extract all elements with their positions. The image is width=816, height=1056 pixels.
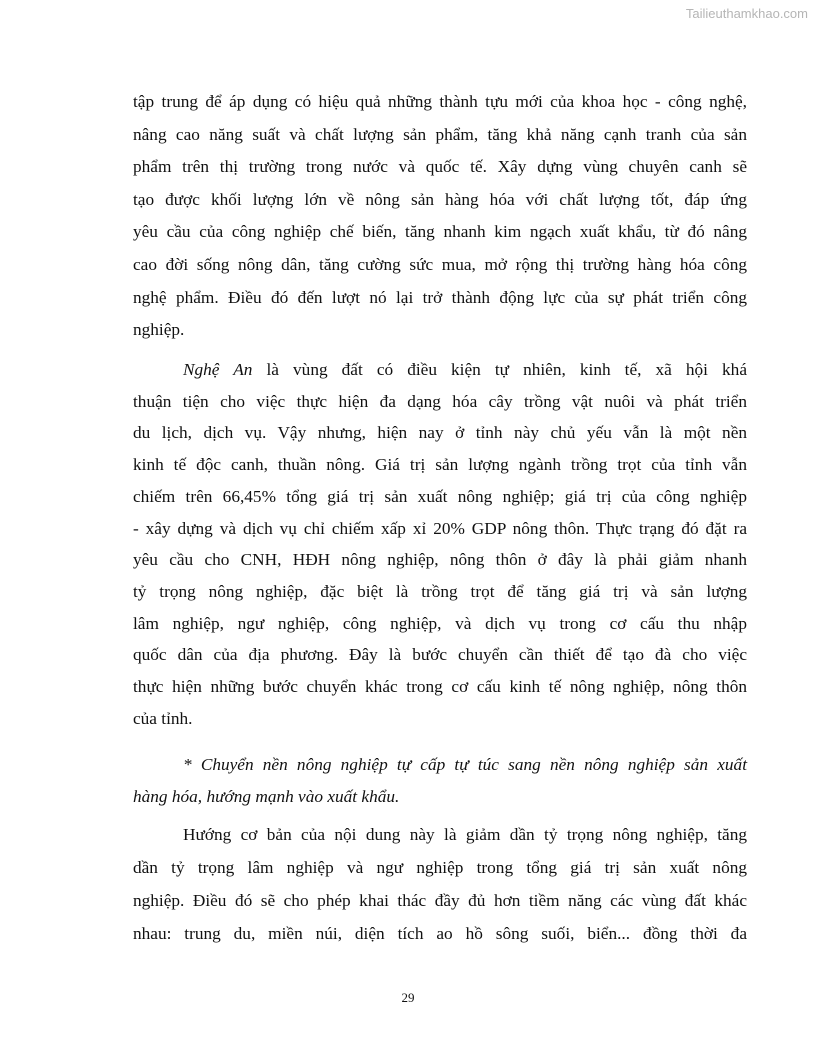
text-line: yêu cầu của công nghiệp chế biến, tăng nhanh kim ngạch xuất khẩu, từ đó nâng xyxy=(133,222,747,242)
text-line-rest: là vùng đất có điều kiện tự nhiên, kinh tế, xã hội khá xyxy=(252,360,747,379)
text-line: nghệ phẩm. Điều đó đến lượt nó lại trở thành động lực của sự phát triển công xyxy=(133,287,747,307)
text-line: nghiệp. Điều đó sẽ cho phép khai thác đầy đủ hơn tiềm năng các vùng đất khác xyxy=(133,891,747,910)
text-line xyxy=(183,359,747,381)
text-line: thuận tiện cho việc thực hiện đa dạng hóa cây trồng vật nuôi và phát triển xyxy=(133,391,747,411)
text-line: thực hiện những bước chuyển khác trong cơ cấu kinh tế nông nghiệp, nông thôn xyxy=(133,677,747,696)
text-line: lâm nghiệp, ngư nghiệp, công nghiệp, và dịch vụ trong cơ cấu thu nhập xyxy=(133,613,747,633)
text-line: nâng cao năng suất và chất lượng sản phẩm, tăng khả năng cạnh tranh của sản xyxy=(133,124,747,144)
text-line: Hướng cơ bản của nội dung này là giảm dần tỷ trọng nông nghiệp, tăng xyxy=(183,825,747,844)
text-line: của tỉnh. xyxy=(133,708,193,728)
text-line: du lịch, dịch vụ. Vậy nhưng, hiện nay ở tỉnh này chủ yếu vẫn là một nền xyxy=(133,423,747,443)
text-line: kinh tế độc canh, thuần nông. Giá trị sản lượng ngành trồng trọt của tỉnh vẫn xyxy=(133,455,747,475)
text-line: yêu cầu cho CNH, HĐH nông nghiệp, nông thôn ở đây là phải giảm nhanh xyxy=(133,550,747,570)
watermark: Tailieuthamkhao.com xyxy=(685,6,808,21)
text-line: quốc dân của địa phương. Đây là bước chuyển cần thiết để tạo đà cho việc xyxy=(133,645,747,665)
text-line: nghiệp. xyxy=(133,320,185,340)
italic-lead: Nghệ An xyxy=(183,360,253,379)
text-line: - xây dựng và dịch vụ chỉ chiếm xấp xỉ 20% GDP nông thôn. Thực trạng đó đặt ra xyxy=(133,518,747,538)
text-line: dần tỷ trọng lâm nghiệp và ngư nghiệp trong tổng giá trị sản xuất nông xyxy=(133,858,747,877)
text-line: hàng hóa, hướng mạnh vào xuất khẩu. xyxy=(133,787,400,806)
page-number: 29 xyxy=(401,990,415,1005)
text-line: tỷ trọng nông nghiệp, đặc biệt là trồng trọt để tăng giá trị và sản lượng xyxy=(133,581,747,601)
text-line: tạo được khối lượng lớn về nông sản hàng hóa với chất lượng tốt, đáp ứng xyxy=(133,189,747,209)
text-line: chiếm trên 66,45% tổng giá trị sản xuất nông nghiệp; giá trị của công nghiệp xyxy=(133,486,747,506)
text-line: nhau: trung du, miền núi, diện tích ao hồ sông suối, biển... đồng thời đa xyxy=(133,924,747,943)
text-line: cao đời sống nông dân, tăng cường sức mua, mở rộng thị trường hàng hóa công xyxy=(133,255,747,274)
text-line: * Chuyển nền nông nghiệp tự cấp tự túc sang nền nông nghiệp sản xuất xyxy=(183,755,747,774)
text-line: tập trung để áp dụng có hiệu quả những thành tựu mới của khoa học - công nghệ, xyxy=(133,92,747,111)
text-line: phẩm trên thị trường trong nước và quốc tế. Xây dựng vùng chuyên canh sẽ xyxy=(133,157,747,177)
